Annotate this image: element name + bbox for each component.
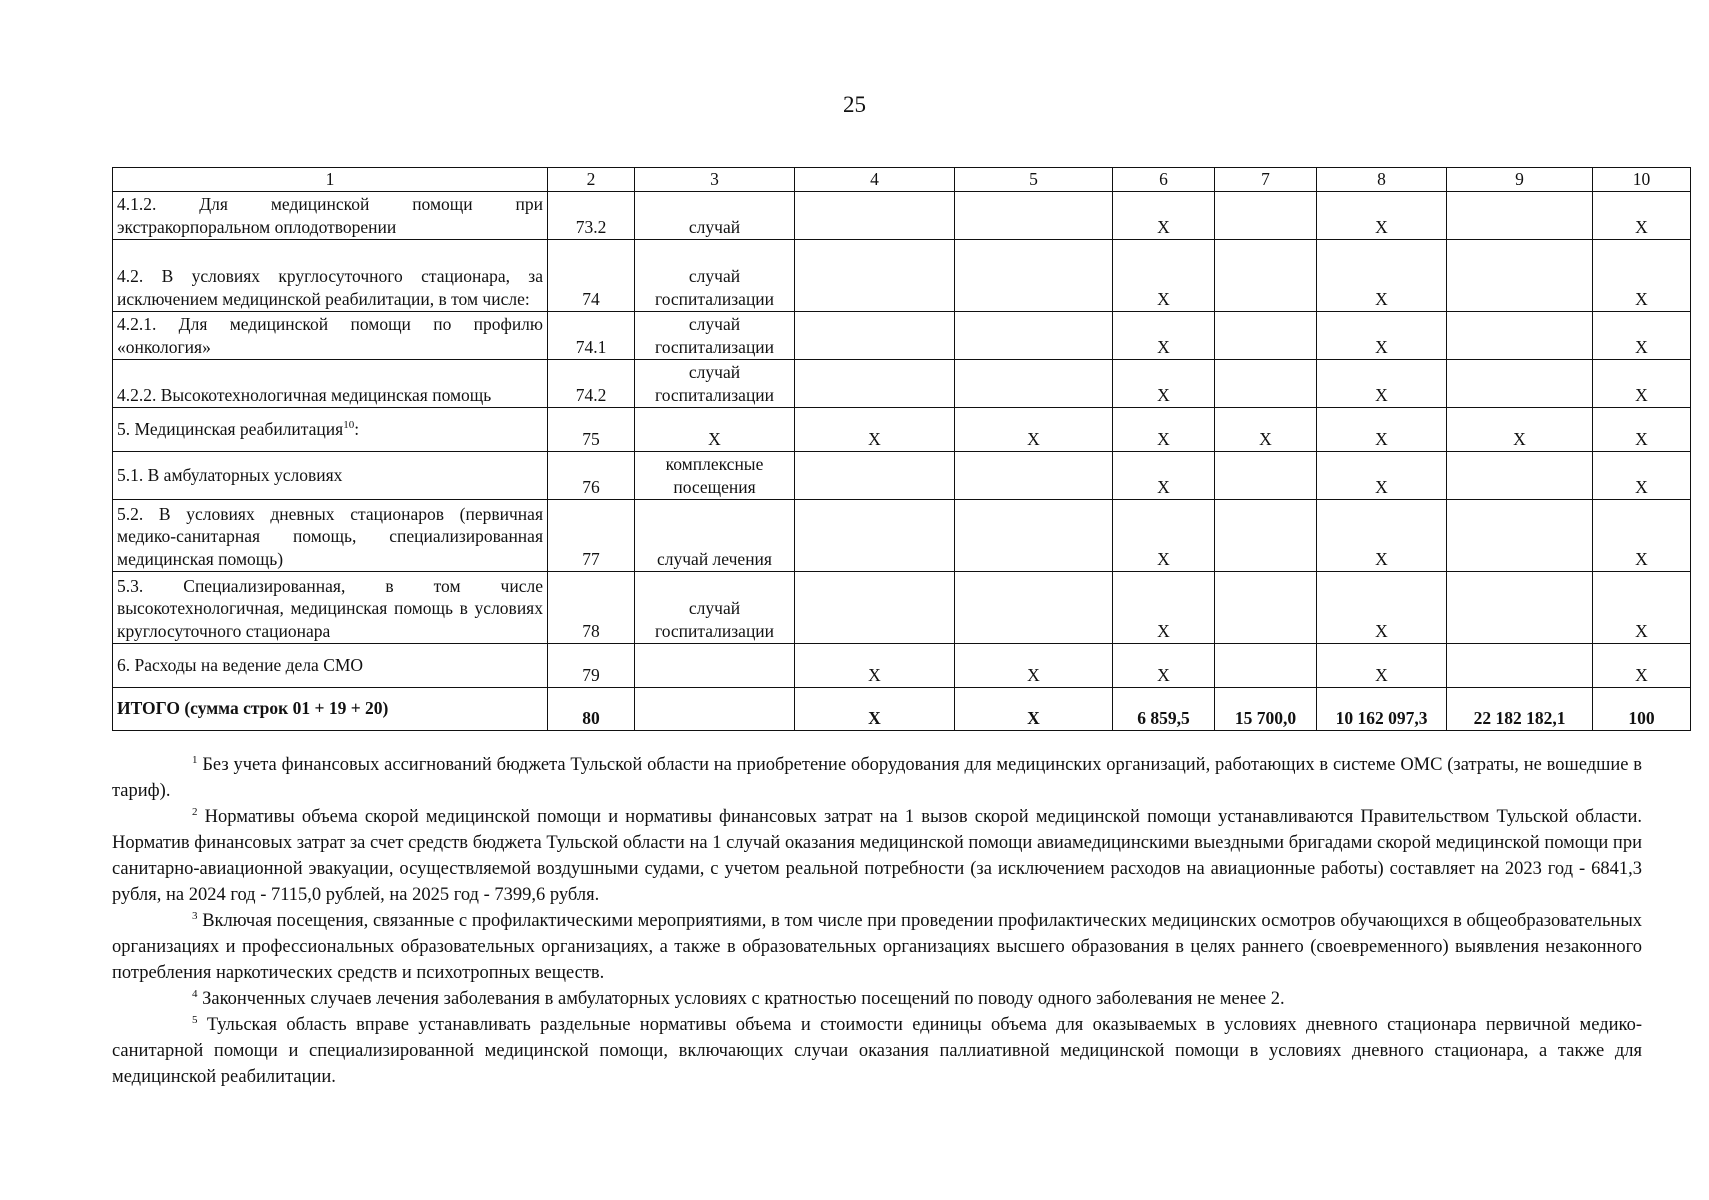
- header-cell: 1: [113, 168, 548, 192]
- cell-col10: Х: [1593, 239, 1691, 311]
- cell-col9: [1447, 359, 1593, 407]
- cell-col4: [795, 239, 955, 311]
- row-name: 4.2.1. Для медицинской помощи по профилю «онкология»: [113, 311, 548, 359]
- row-unit: комплексные посещения: [635, 451, 795, 499]
- header-cell: 7: [1215, 168, 1317, 192]
- cell-col5: Х: [955, 687, 1113, 730]
- row-name: ИТОГО (сумма строк 01 + 19 + 20): [113, 687, 548, 730]
- cell-col8: Х: [1317, 499, 1447, 571]
- cell-col10: Х: [1593, 191, 1691, 239]
- row-code: 76: [548, 451, 635, 499]
- row-name-text: 5. Медицинская реабилитация: [117, 418, 344, 439]
- table-row: [113, 643, 1691, 687]
- footnote-number: 5: [192, 1013, 198, 1026]
- cell-col9: [1447, 451, 1593, 499]
- cell-col7: [1215, 311, 1317, 359]
- data-table: [112, 167, 1691, 731]
- row-name-tail: :: [354, 418, 360, 439]
- row-name: 4.2.2. Высокотехнологичная медицинская помощь: [113, 359, 548, 407]
- row-name: 5.3. Специализированная, в том числе высокотехнологичная, медицинская помощь в условиях круглосуточного стационара: [113, 571, 548, 643]
- footnote-text: Тульская область вправе устанавливать раздельные нормативы объема и стоимости единицы объема для оказываемых в условиях дневного стационара первичной медико-санитарной помощи и специализированной медицинской помощи, включающих случаи оказания паллиативной медицинской помощи в условиях дневного стационара, а также для медицинской реабилитации.: [112, 1015, 1642, 1087]
- row-name: 5.1. В амбулаторных условиях: [113, 451, 548, 499]
- footnote-number: 4: [192, 987, 198, 1000]
- footnote: [112, 752, 1642, 804]
- cell-col9: [1447, 191, 1593, 239]
- cell-col10: Х: [1593, 407, 1691, 451]
- footnote-text: Без учета финансовых ассигнований бюджета Тульской области на приобретение оборудования для медицинских организаций, работающих в системе ОМС (затраты, не вошедшие в тариф).: [112, 755, 1643, 801]
- cell-col8: Х: [1317, 451, 1447, 499]
- row-unit: [635, 687, 795, 730]
- row-unit: случай: [635, 191, 795, 239]
- table-row: [113, 239, 1691, 311]
- cell-col10: Х: [1593, 571, 1691, 643]
- footnote-number: 1: [192, 753, 198, 766]
- footnote-number: 2: [192, 805, 198, 818]
- cell-col10: Х: [1593, 643, 1691, 687]
- cell-col9: [1447, 499, 1593, 571]
- footnote: [112, 908, 1642, 986]
- header-cell: 3: [635, 168, 795, 192]
- page-number: 25: [843, 92, 866, 117]
- footnote-text: Законченных случаев лечения заболевания в амбулаторных условиях с кратностью посещений по поводу одного заболевания не менее 2.: [202, 989, 1285, 1009]
- footnote-number: 3: [192, 909, 198, 922]
- cell-col6: Х: [1113, 191, 1215, 239]
- table-row: [113, 359, 1691, 407]
- cell-col10: Х: [1593, 311, 1691, 359]
- header-cell: 4: [795, 168, 955, 192]
- cell-col4: [795, 311, 955, 359]
- table-row: [113, 451, 1691, 499]
- header-cell: 5: [955, 168, 1113, 192]
- cell-col6: Х: [1113, 359, 1215, 407]
- cell-col8: Х: [1317, 643, 1447, 687]
- footnote-ref: 10: [343, 419, 355, 432]
- table-row: [113, 499, 1691, 571]
- row-unit: случай госпитализации: [635, 359, 795, 407]
- table-row-total: [113, 687, 1691, 730]
- cell-col6: Х: [1113, 499, 1215, 571]
- cell-col7: [1215, 451, 1317, 499]
- table-row: [113, 407, 1691, 451]
- row-code: 77: [548, 499, 635, 571]
- cell-col6: Х: [1113, 407, 1215, 451]
- cell-col5: Х: [955, 407, 1113, 451]
- cell-col8: 10 162 097,3: [1317, 687, 1447, 730]
- footnote: [112, 1012, 1642, 1090]
- cell-col6: Х: [1113, 311, 1215, 359]
- row-code: 74.1: [548, 311, 635, 359]
- cell-col9: [1447, 311, 1593, 359]
- footnote: [112, 986, 1642, 1012]
- header-cell: 6: [1113, 168, 1215, 192]
- row-unit: случай госпитализации: [635, 571, 795, 643]
- row-code: 80: [548, 687, 635, 730]
- header-cell: 10: [1593, 168, 1691, 192]
- cell-col4: [795, 499, 955, 571]
- row-name: 6. Расходы на ведение дела СМО: [113, 643, 548, 687]
- header-cell: 2: [548, 168, 635, 192]
- cell-col4: [795, 451, 955, 499]
- cell-col8: Х: [1317, 311, 1447, 359]
- cell-col7: [1215, 191, 1317, 239]
- cell-col6: Х: [1113, 571, 1215, 643]
- cell-col5: Х: [955, 643, 1113, 687]
- header-cell: 9: [1447, 168, 1593, 192]
- cell-col7: [1215, 359, 1317, 407]
- cell-col5: [955, 191, 1113, 239]
- cell-col5: [955, 571, 1113, 643]
- row-name: 4.1.2. Для медицинской помощи при экстракорпоральном оплодотворении: [113, 191, 548, 239]
- cell-col4: [795, 191, 955, 239]
- cell-col9: Х: [1447, 407, 1593, 451]
- cell-col7: [1215, 571, 1317, 643]
- row-code: 75: [548, 407, 635, 451]
- table-row: [113, 571, 1691, 643]
- cell-col9: [1447, 239, 1593, 311]
- cell-col10: Х: [1593, 451, 1691, 499]
- cell-col9: [1447, 571, 1593, 643]
- footnote-text: Нормативы объема скорой медицинской помощи и нормативы финансовых затрат на 1 вызов скорой медицинской помощи устанавливаются Правительством Тульской области. Норматив финансовых затрат за счет средств бюджета Тульской области на 1 случай оказания медицинской помощи авиамедицинскими выездными бригадами скорой медицинской помощи при санитарно-авиационной эвакуации, осуществляемой воздушными судами, с учетом реальной потребности (за исключением расходов на авиационные работы) составляет на 2023 год - 6841,3 рубля, на 2024 год - 7115,0 рублей, на 2025 год - 7399,6 рубля.: [112, 807, 1643, 905]
- cell-col7: [1215, 499, 1317, 571]
- row-unit: случай госпитализации: [635, 311, 795, 359]
- cell-col7: 15 700,0: [1215, 687, 1317, 730]
- cell-col8: Х: [1317, 571, 1447, 643]
- row-name: 4.2. В условиях круглосуточного стационара, за исключением медицинской реабилитации, в том числе:: [113, 239, 548, 311]
- cell-col5: [955, 311, 1113, 359]
- table-header-row: [113, 168, 1691, 192]
- row-code: 73.2: [548, 191, 635, 239]
- cell-col9: [1447, 643, 1593, 687]
- cell-col8: Х: [1317, 191, 1447, 239]
- row-unit: [635, 643, 795, 687]
- header-cell: 8: [1317, 168, 1447, 192]
- cell-col8: Х: [1317, 239, 1447, 311]
- cell-col4: Х: [795, 687, 955, 730]
- row-name: 5.2. В условиях дневных стационаров (первичная медико-санитарная помощь, специализированная медицинская помощь): [113, 499, 548, 571]
- cell-col4: [795, 571, 955, 643]
- footnote-text: Включая посещения, связанные с профилактическими мероприятиями, в том числе при проведении профилактических медицинских осмотров обучающихся в общеобразовательных организациях и профессиональных образовательных организациях, а также в образовательных организациях высшего образования в целях раннего (своевременного) выявления незаконного потребления наркотических средств и психотропных веществ.: [112, 911, 1642, 983]
- cell-col4: Х: [795, 407, 955, 451]
- cell-col4: [795, 359, 955, 407]
- cell-col8: Х: [1317, 359, 1447, 407]
- row-unit: случай госпитализации: [635, 239, 795, 311]
- row-code: 74.2: [548, 359, 635, 407]
- row-unit: случай лечения: [635, 499, 795, 571]
- cell-col9: 22 182 182,1: [1447, 687, 1593, 730]
- cell-col6: 6 859,5: [1113, 687, 1215, 730]
- cell-col6: Х: [1113, 643, 1215, 687]
- footnotes: [112, 752, 1642, 1090]
- cell-col10: Х: [1593, 499, 1691, 571]
- cell-col5: [955, 499, 1113, 571]
- table-row: [113, 311, 1691, 359]
- footnote: [112, 804, 1642, 908]
- row-name: [113, 407, 548, 451]
- row-unit: Х: [635, 407, 795, 451]
- cell-col5: [955, 239, 1113, 311]
- cell-col7: Х: [1215, 407, 1317, 451]
- table-row: [113, 191, 1691, 239]
- cell-col8: Х: [1317, 407, 1447, 451]
- cell-col6: Х: [1113, 239, 1215, 311]
- cell-col7: [1215, 643, 1317, 687]
- row-code: 74: [548, 239, 635, 311]
- cell-col4: Х: [795, 643, 955, 687]
- cell-col7: [1215, 239, 1317, 311]
- row-code: 79: [548, 643, 635, 687]
- cell-col5: [955, 359, 1113, 407]
- cell-col10: 100: [1593, 687, 1691, 730]
- row-code: 78: [548, 571, 635, 643]
- cell-col10: Х: [1593, 359, 1691, 407]
- cell-col6: Х: [1113, 451, 1215, 499]
- cell-col5: [955, 451, 1113, 499]
